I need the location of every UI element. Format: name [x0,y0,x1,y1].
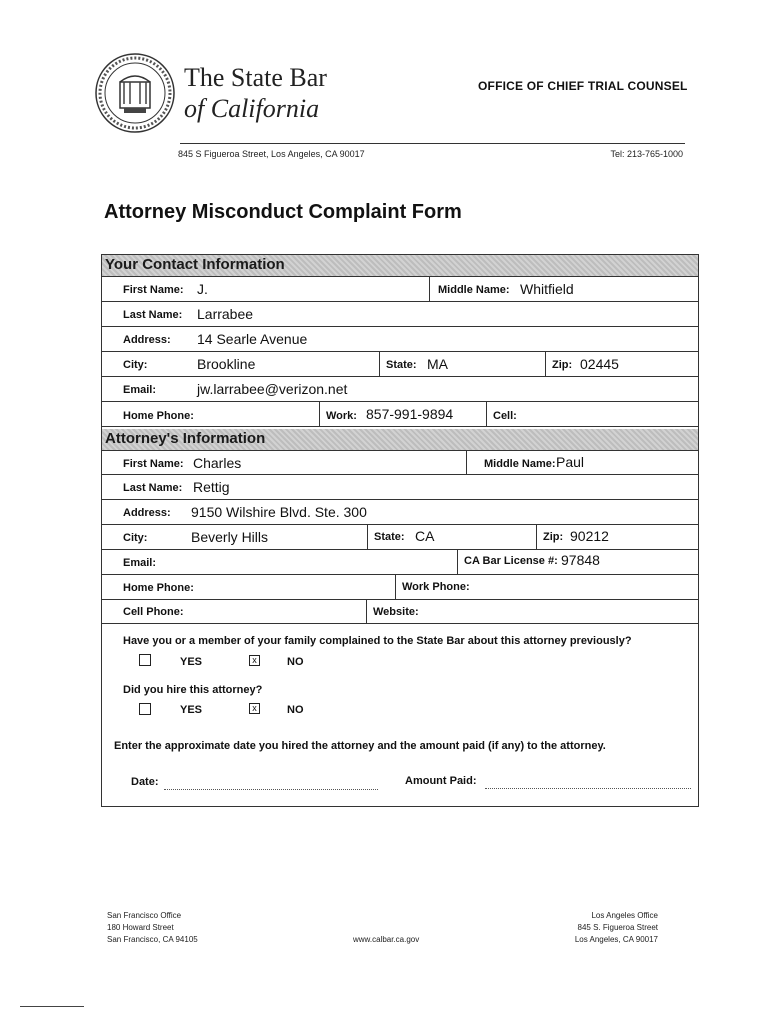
license-label: CA Bar License #: [464,555,558,567]
complaint-form [101,254,699,807]
city-label: City: [123,359,148,371]
address-label: Address: [123,507,171,519]
q2-yes-checkbox[interactable] [139,703,151,715]
attorney-row-lastname [102,475,698,500]
work-label: Work: [326,410,357,422]
divider [536,525,537,549]
divider [486,402,487,426]
first-name-label: First Name: [123,284,184,296]
attorney-first-name[interactable]: Charles [193,455,242,471]
zip-label: Zip: [543,531,564,543]
la-office-city: Los Angeles, CA 90017 [574,935,658,944]
bottom-rule [20,1006,84,1007]
q2-no-label: NO [287,704,304,716]
attorney-city[interactable]: Beverly Hills [191,529,269,545]
attorney-row-address [102,500,698,525]
contact-first-name[interactable]: J. [197,281,208,297]
divider [457,550,458,574]
attorney-row-cell [102,600,698,624]
first-name-label: First Name: [123,458,184,470]
contact-section-title: Your Contact Information [105,256,285,273]
attorney-row-email [102,550,698,575]
date-label: Date: [131,776,159,788]
attorney-row-name [102,451,698,475]
attorney-address[interactable]: 9150 Wilshire Blvd. Ste. 300 [191,504,367,520]
question-hired: Did you hire this attorney? [123,684,263,696]
attorney-state[interactable]: CA [415,528,435,544]
form-title: Attorney Misconduct Complaint Form [104,201,462,223]
contact-last-name[interactable]: Larrabee [197,306,254,322]
email-label: Email: [123,384,157,396]
middle-name-label: Middle Name: [438,284,510,296]
divider [466,451,467,474]
address-label: Address: [123,334,171,346]
question-prior-complaint: Have you or a member of your family complained to the State Bar about this attorney previously? [123,635,632,647]
attorney-section-header [102,429,698,451]
contact-row-name [102,277,698,302]
org-name-line2: of California [184,94,320,123]
amount-paid-field[interactable] [485,788,691,789]
contact-row-address [102,327,698,352]
sf-office-name: San Francisco Office [107,911,182,920]
sf-office-block [107,910,198,946]
attorney-section-title: Attorney's Information [105,430,266,447]
home-phone-label: Home Phone: [123,410,194,422]
divider [319,402,320,426]
la-office-street: 845 S. Figueroa Street [577,923,658,932]
work-phone-label: Work Phone: [402,581,470,593]
state-bar-seal [94,52,176,134]
contact-work-phone[interactable]: 857-991-9894 [366,406,454,422]
home-phone-label: Home Phone: [123,582,194,594]
attorney-last-name[interactable]: Rettig [193,479,230,495]
website-link[interactable]: www.calbar.ca.gov [353,935,420,944]
divider [429,277,430,301]
last-name-label: Last Name: [123,482,183,494]
divider [367,525,368,549]
org-name-line1: The State Bar [184,63,327,92]
attorney-zip[interactable]: 90212 [570,528,609,544]
q1-yes-checkbox[interactable] [139,654,151,666]
attorney-middle-name[interactable]: Paul [556,454,585,470]
office-name: OFFICE OF CHIEF TRIAL COUNSEL [478,79,688,93]
question-date-amount: Enter the approximate date you hired the attorney and the amount paid (if any) to the attorney. [114,740,606,752]
contact-row-lastname [102,302,698,327]
zip-label: Zip: [552,359,573,371]
header-tel: Tel: 213-765-1000 [610,149,683,159]
q1-no-label: NO [287,656,304,668]
attorney-bar-license[interactable]: 97848 [561,552,600,568]
cell-label: Cell: [493,410,517,422]
contact-state[interactable]: MA [427,356,448,372]
q2-no-checkbox[interactable]: x [249,703,260,714]
cell-phone-label: Cell Phone: [123,606,184,618]
contact-zip[interactable]: 02445 [580,356,619,372]
contact-city[interactable]: Brookline [197,356,256,372]
la-office-block [575,910,658,946]
header-rule [180,143,685,144]
la-office-name: Los Angeles Office [591,911,658,920]
state-label: State: [374,531,405,543]
contact-email[interactable]: jw.larrabee@verizon.net [197,381,348,397]
state-label: State: [386,359,417,371]
website-label: Website: [373,606,419,618]
contact-row-phone [102,402,698,427]
header-address: 845 S Figueroa Street, Los Angeles, CA 90017 [178,149,365,159]
contact-address[interactable]: 14 Searle Avenue [197,331,308,347]
last-name-label: Last Name: [123,309,183,321]
date-field[interactable] [164,789,378,790]
q1-yes-label: YES [180,656,203,668]
amount-paid-label: Amount Paid: [405,775,477,787]
q2-yes-label: YES [180,704,203,716]
divider [366,600,367,623]
divider [395,575,396,599]
divider [545,352,546,376]
contact-row-email [102,377,698,402]
attorney-row-phone [102,575,698,600]
email-label: Email: [123,557,157,569]
divider [379,352,380,376]
attorney-row-city [102,525,698,550]
middle-name-label: Middle Name: [484,458,556,470]
contact-row-city [102,352,698,377]
q1-no-checkbox[interactable]: x [249,655,260,666]
contact-middle-name[interactable]: Whitfield [520,281,574,297]
city-label: City: [123,532,148,544]
sf-office-street: 180 Howard Street [107,923,174,932]
contact-section-header [102,255,698,277]
sf-office-city: San Francisco, CA 94105 [107,935,198,944]
